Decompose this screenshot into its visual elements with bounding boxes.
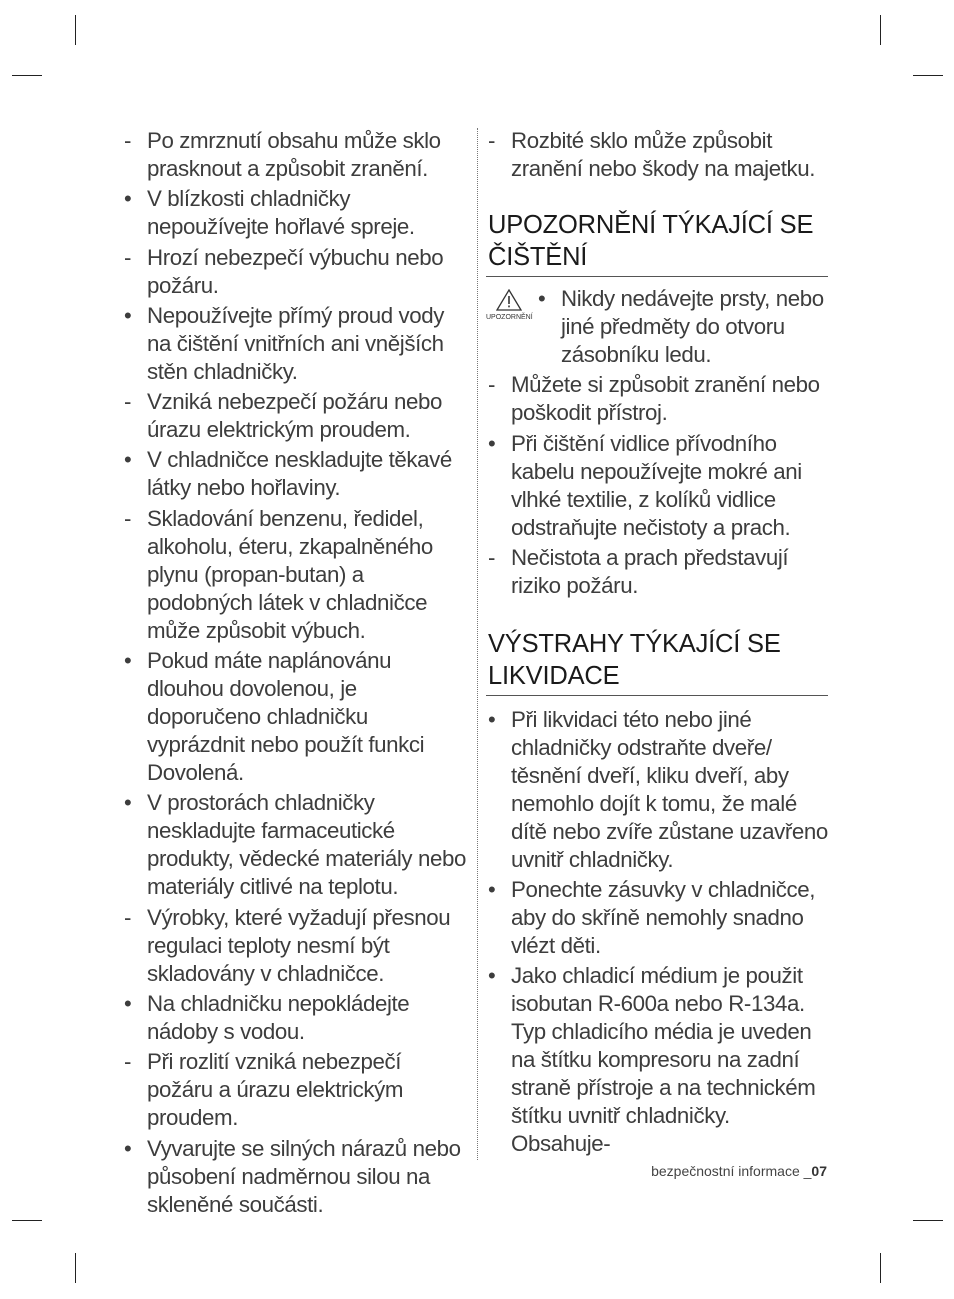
list-item: - Po zmrznutí obsahu může sklo prasknout a způsobit zranění. bbox=[124, 128, 441, 181]
list-item: - Výrobky, které vyžadují přesnou regulaci teploty nesmí být skladovány v chladničce. bbox=[124, 904, 451, 986]
column-divider bbox=[477, 128, 478, 1160]
list-item: • Pokud máte naplánovánu dlouhou dovolenou, je doporučeno chladničku vyprázdnit nebo použít funkci Dovolená. bbox=[124, 648, 425, 786]
disposal-list bbox=[486, 706, 828, 1159]
section-heading-cleaning: UPOZORNĚNÍ TÝKAJÍCÍ SE ČIŠTĚNÍ bbox=[486, 209, 828, 277]
warning-icon: UPOZORNĚNÍ bbox=[486, 289, 532, 321]
list-item: • Ponechte zásuvky v chladničce, aby do skříně nemohly snadno vlézt děti. bbox=[488, 877, 816, 959]
list-item: • Jako chladicí médium je použit isobutan R-600a nebo R-134a. Typ chladicího média je uveden na štítku kompresoru na zadní straně přístroje a na technickém štítku uvnitř chladničky. Obsahuje- bbox=[488, 963, 816, 1157]
warning-block bbox=[486, 285, 828, 369]
crop-mark bbox=[880, 1253, 881, 1283]
crop-mark bbox=[12, 75, 42, 76]
crop-mark bbox=[75, 1253, 76, 1283]
list-item: • V blízkosti chladničky nepoužívejte hořlavé spreje. bbox=[124, 186, 415, 240]
crop-mark bbox=[12, 1220, 42, 1221]
right-intro-list bbox=[486, 127, 828, 183]
cleaning-list bbox=[486, 371, 828, 600]
list-item: - Můžete si způsobit zranění nebo poškodit přístroj. bbox=[488, 372, 820, 426]
list-item: • V chladničce neskladujte těkavé látky nebo hořlaviny. bbox=[124, 447, 452, 501]
page-number: 07 bbox=[811, 1163, 827, 1179]
crop-mark bbox=[880, 15, 881, 45]
list-item: • Na chladničku nepokládejte nádoby s vodou. bbox=[124, 990, 410, 1044]
page-footer: bezpečnostní informace _07 bbox=[651, 1163, 827, 1179]
list-item: • Při čištění vidlice přívodního kabelu nepoužívejte mokré ani vlhké textilie, z kolíků vidlice odstraňujte nečistoty a prach. bbox=[488, 430, 802, 540]
right-column bbox=[486, 127, 828, 1161]
warning-list bbox=[536, 285, 828, 369]
list-item: • Při likvidaci této nebo jiné chladničky odstraňte dveře/ těsnění dveří, kliku dveří, aby nemohlo dojít k tomu, že malé dítě nebo zvíře zůstane uzavřeno uvnitř chladničky. bbox=[488, 706, 828, 872]
list-item: - Rozbité sklo může způsobit zranění nebo škody na majetku. bbox=[488, 128, 816, 181]
list-item: - Hrozí nebezpečí výbuchu nebo požáru. bbox=[124, 244, 444, 298]
left-column bbox=[122, 127, 470, 1221]
list-item: • Vyvarujte se silných nárazů nebo působení nadměrnou silou na skleněné součásti. bbox=[124, 1135, 461, 1217]
warning-triangle-icon bbox=[496, 289, 522, 311]
list-item: • Nepoužívejte přímý proud vody na čištění vnitřních ani vnějších stěn chladničky. bbox=[124, 302, 444, 384]
crop-mark bbox=[75, 15, 76, 45]
list-item: • V prostorách chladničky neskladujte farmaceutické produkty, vědecké materiály nebo materiály citlivé na teplotu. bbox=[124, 790, 466, 900]
left-list bbox=[122, 127, 470, 1219]
section-heading-disposal: VÝSTRAHY TÝKAJÍCÍ SE LIKVIDACE bbox=[486, 628, 828, 696]
list-item: • Nikdy nedávejte prsty, nebo jiné předměty do otvoru zásobníku ledu. bbox=[538, 286, 824, 367]
list-item: - Vzniká nebezpečí požáru nebo úrazu elektrickým proudem. bbox=[124, 389, 442, 443]
list-item: - Nečistota a prach představují riziko požáru. bbox=[488, 544, 789, 598]
list-item: - Skladování benzenu, ředidel, alkoholu, éteru, zkapalněného plynu (propan-butan) a podobných látek v chladničce může způsobit výbuch. bbox=[124, 505, 433, 643]
crop-mark bbox=[913, 1220, 943, 1221]
crop-mark bbox=[913, 75, 943, 76]
list-item: - Při rozlití vzniká nebezpečí požáru a úrazu elektrickým proudem. bbox=[124, 1049, 404, 1131]
